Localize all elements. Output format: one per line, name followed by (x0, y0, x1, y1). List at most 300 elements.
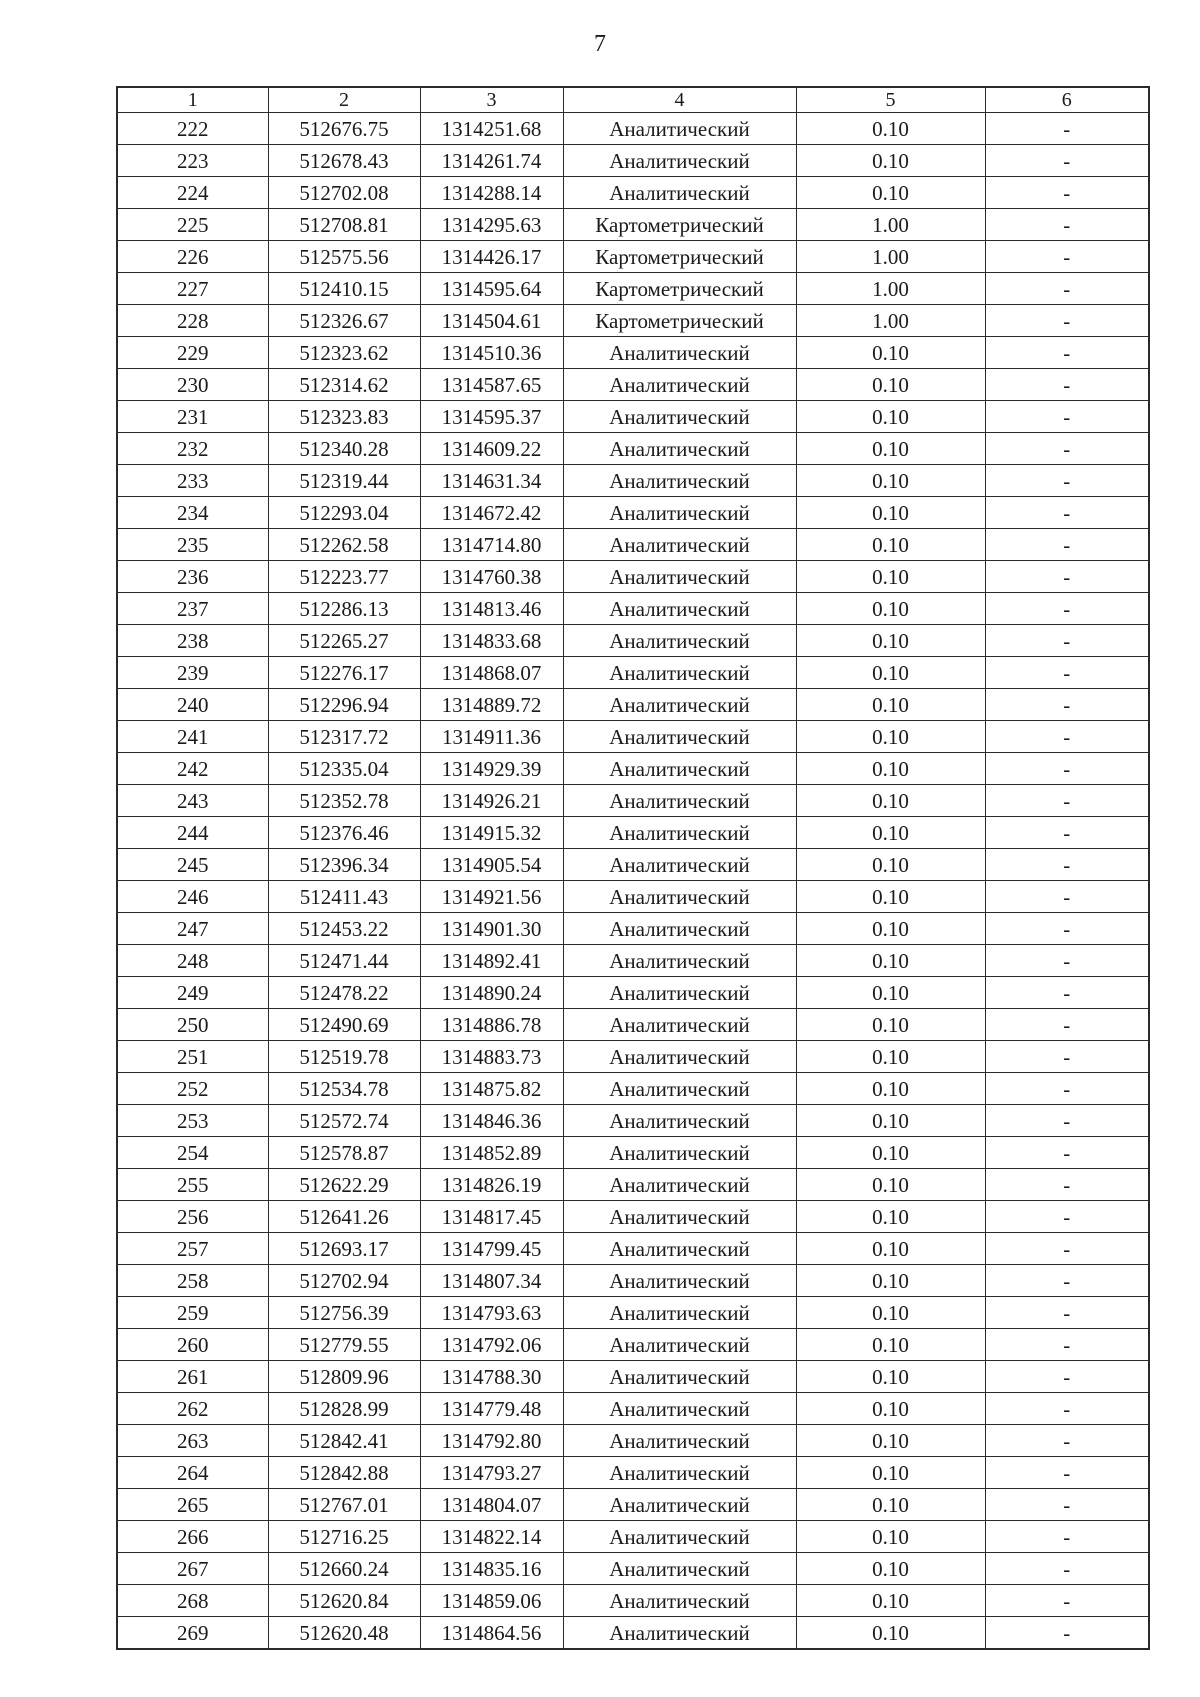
method-cell: Аналитический (563, 977, 796, 1009)
note-cell: - (985, 465, 1149, 497)
note-cell: - (985, 849, 1149, 881)
x-coordinate-cell: 512340.28 (268, 433, 420, 465)
note-cell: - (985, 1329, 1149, 1361)
note-cell: - (985, 1489, 1149, 1521)
method-cell: Аналитический (563, 945, 796, 977)
y-coordinate-cell: 1314672.42 (420, 497, 563, 529)
point-number-cell: 269 (117, 1617, 268, 1650)
point-number-cell: 243 (117, 785, 268, 817)
note-cell: - (985, 1553, 1149, 1585)
column-header-4: 4 (563, 87, 796, 113)
y-coordinate-cell: 1314779.48 (420, 1393, 563, 1425)
x-coordinate-cell: 512396.34 (268, 849, 420, 881)
point-number-cell: 261 (117, 1361, 268, 1393)
method-cell: Аналитический (563, 1009, 796, 1041)
point-number-cell: 242 (117, 753, 268, 785)
point-number-cell: 258 (117, 1265, 268, 1297)
method-cell: Аналитический (563, 1169, 796, 1201)
x-coordinate-cell: 512471.44 (268, 945, 420, 977)
method-cell: Картометрический (563, 209, 796, 241)
x-coordinate-cell: 512575.56 (268, 241, 420, 273)
method-cell: Аналитический (563, 1585, 796, 1617)
table-row (117, 977, 1149, 1009)
table-row (117, 1137, 1149, 1169)
x-coordinate-cell: 512708.81 (268, 209, 420, 241)
method-cell: Аналитический (563, 1361, 796, 1393)
x-coordinate-cell: 512702.08 (268, 177, 420, 209)
note-cell: - (985, 1361, 1149, 1393)
y-coordinate-cell: 1314929.39 (420, 753, 563, 785)
table-row (117, 1457, 1149, 1489)
accuracy-cell: 0.10 (796, 433, 985, 465)
note-cell: - (985, 1521, 1149, 1553)
accuracy-cell: 0.10 (796, 369, 985, 401)
x-coordinate-cell: 512620.48 (268, 1617, 420, 1650)
accuracy-cell: 0.10 (796, 849, 985, 881)
note-cell: - (985, 529, 1149, 561)
accuracy-cell: 0.10 (796, 1009, 985, 1041)
x-coordinate-cell: 512678.43 (268, 145, 420, 177)
accuracy-cell: 0.10 (796, 1105, 985, 1137)
method-cell: Аналитический (563, 561, 796, 593)
y-coordinate-cell: 1314911.36 (420, 721, 563, 753)
y-coordinate-cell: 1314261.74 (420, 145, 563, 177)
point-number-cell: 234 (117, 497, 268, 529)
method-cell: Аналитический (563, 369, 796, 401)
point-number-cell: 236 (117, 561, 268, 593)
note-cell: - (985, 113, 1149, 145)
accuracy-cell: 0.10 (796, 465, 985, 497)
accuracy-cell: 0.10 (796, 1521, 985, 1553)
accuracy-cell: 0.10 (796, 977, 985, 1009)
x-coordinate-cell: 512676.75 (268, 113, 420, 145)
accuracy-cell: 1.00 (796, 241, 985, 273)
point-number-cell: 255 (117, 1169, 268, 1201)
point-number-cell: 238 (117, 625, 268, 657)
method-cell: Аналитический (563, 1233, 796, 1265)
point-number-cell: 245 (117, 849, 268, 881)
table-row (117, 177, 1149, 209)
x-coordinate-cell: 512620.84 (268, 1585, 420, 1617)
accuracy-cell: 0.10 (796, 625, 985, 657)
method-cell: Аналитический (563, 1489, 796, 1521)
point-number-cell: 251 (117, 1041, 268, 1073)
note-cell: - (985, 785, 1149, 817)
method-cell: Аналитический (563, 1041, 796, 1073)
y-coordinate-cell: 1314760.38 (420, 561, 563, 593)
note-cell: - (985, 1265, 1149, 1297)
x-coordinate-cell: 512326.67 (268, 305, 420, 337)
y-coordinate-cell: 1314510.36 (420, 337, 563, 369)
accuracy-cell: 0.10 (796, 721, 985, 753)
table-row (117, 1329, 1149, 1361)
method-cell: Аналитический (563, 849, 796, 881)
x-coordinate-cell: 512323.62 (268, 337, 420, 369)
y-coordinate-cell: 1314875.82 (420, 1073, 563, 1105)
method-cell: Аналитический (563, 1393, 796, 1425)
method-cell: Аналитический (563, 1329, 796, 1361)
table-body (117, 113, 1149, 1650)
y-coordinate-cell: 1314883.73 (420, 1041, 563, 1073)
accuracy-cell: 0.10 (796, 1169, 985, 1201)
accuracy-cell: 0.10 (796, 177, 985, 209)
point-number-cell: 247 (117, 913, 268, 945)
accuracy-cell: 0.10 (796, 689, 985, 721)
point-number-cell: 265 (117, 1489, 268, 1521)
y-coordinate-cell: 1314587.65 (420, 369, 563, 401)
method-cell: Аналитический (563, 1553, 796, 1585)
point-number-cell: 241 (117, 721, 268, 753)
x-coordinate-cell: 512519.78 (268, 1041, 420, 1073)
table-row (117, 625, 1149, 657)
accuracy-cell: 0.10 (796, 497, 985, 529)
table-header-row (117, 87, 1149, 113)
accuracy-cell: 0.10 (796, 785, 985, 817)
x-coordinate-cell: 512534.78 (268, 1073, 420, 1105)
note-cell: - (985, 945, 1149, 977)
y-coordinate-cell: 1314609.22 (420, 433, 563, 465)
accuracy-cell: 0.10 (796, 1329, 985, 1361)
note-cell: - (985, 1585, 1149, 1617)
y-coordinate-cell: 1314926.21 (420, 785, 563, 817)
method-cell: Аналитический (563, 1137, 796, 1169)
x-coordinate-cell: 512478.22 (268, 977, 420, 1009)
y-coordinate-cell: 1314886.78 (420, 1009, 563, 1041)
y-coordinate-cell: 1314714.80 (420, 529, 563, 561)
x-coordinate-cell: 512319.44 (268, 465, 420, 497)
y-coordinate-cell: 1314793.27 (420, 1457, 563, 1489)
y-coordinate-cell: 1314889.72 (420, 689, 563, 721)
accuracy-cell: 0.10 (796, 1553, 985, 1585)
accuracy-cell: 0.10 (796, 337, 985, 369)
point-number-cell: 239 (117, 657, 268, 689)
point-number-cell: 222 (117, 113, 268, 145)
note-cell: - (985, 1137, 1149, 1169)
accuracy-cell: 1.00 (796, 209, 985, 241)
point-number-cell: 223 (117, 145, 268, 177)
note-cell: - (985, 913, 1149, 945)
note-cell: - (985, 305, 1149, 337)
method-cell: Аналитический (563, 1073, 796, 1105)
note-cell: - (985, 753, 1149, 785)
accuracy-cell: 0.10 (796, 1265, 985, 1297)
note-cell: - (985, 561, 1149, 593)
table-row (117, 113, 1149, 145)
table-row (117, 593, 1149, 625)
point-number-cell: 237 (117, 593, 268, 625)
y-coordinate-cell: 1314295.63 (420, 209, 563, 241)
note-cell: - (985, 1169, 1149, 1201)
method-cell: Аналитический (563, 881, 796, 913)
x-coordinate-cell: 512756.39 (268, 1297, 420, 1329)
table-row (117, 497, 1149, 529)
point-number-cell: 262 (117, 1393, 268, 1425)
table-row (117, 241, 1149, 273)
point-number-cell: 233 (117, 465, 268, 497)
x-coordinate-cell: 512265.27 (268, 625, 420, 657)
y-coordinate-cell: 1314868.07 (420, 657, 563, 689)
method-cell: Аналитический (563, 1201, 796, 1233)
x-coordinate-cell: 512641.26 (268, 1201, 420, 1233)
point-number-cell: 246 (117, 881, 268, 913)
point-number-cell: 227 (117, 273, 268, 305)
method-cell: Аналитический (563, 817, 796, 849)
table-row (117, 305, 1149, 337)
method-cell: Аналитический (563, 721, 796, 753)
accuracy-cell: 0.10 (796, 1233, 985, 1265)
table-row (117, 1361, 1149, 1393)
accuracy-cell: 0.10 (796, 913, 985, 945)
method-cell: Аналитический (563, 689, 796, 721)
x-coordinate-cell: 512490.69 (268, 1009, 420, 1041)
table-row (117, 145, 1149, 177)
x-coordinate-cell: 512622.29 (268, 1169, 420, 1201)
point-number-cell: 228 (117, 305, 268, 337)
point-number-cell: 244 (117, 817, 268, 849)
x-coordinate-cell: 512262.58 (268, 529, 420, 561)
x-coordinate-cell: 512276.17 (268, 657, 420, 689)
point-number-cell: 252 (117, 1073, 268, 1105)
y-coordinate-cell: 1314859.06 (420, 1585, 563, 1617)
point-number-cell: 256 (117, 1201, 268, 1233)
note-cell: - (985, 721, 1149, 753)
accuracy-cell: 0.10 (796, 817, 985, 849)
accuracy-cell: 0.10 (796, 1489, 985, 1521)
table-row (117, 1041, 1149, 1073)
x-coordinate-cell: 512842.41 (268, 1425, 420, 1457)
note-cell: - (985, 625, 1149, 657)
method-cell: Аналитический (563, 1105, 796, 1137)
method-cell: Аналитический (563, 177, 796, 209)
x-coordinate-cell: 512660.24 (268, 1553, 420, 1585)
table-row (117, 721, 1149, 753)
table-row (117, 465, 1149, 497)
point-number-cell: 225 (117, 209, 268, 241)
accuracy-cell: 0.10 (796, 1361, 985, 1393)
table-row (117, 689, 1149, 721)
point-number-cell: 249 (117, 977, 268, 1009)
accuracy-cell: 0.10 (796, 1457, 985, 1489)
accuracy-cell: 0.10 (796, 881, 985, 913)
note-cell: - (985, 977, 1149, 1009)
column-header-1: 1 (117, 87, 268, 113)
page-number: 7 (594, 31, 606, 57)
accuracy-cell: 0.10 (796, 561, 985, 593)
table-row (117, 1073, 1149, 1105)
accuracy-cell: 0.10 (796, 593, 985, 625)
point-number-cell: 264 (117, 1457, 268, 1489)
y-coordinate-cell: 1314595.64 (420, 273, 563, 305)
note-cell: - (985, 145, 1149, 177)
accuracy-cell: 0.10 (796, 1297, 985, 1329)
note-cell: - (985, 1233, 1149, 1265)
x-coordinate-cell: 512809.96 (268, 1361, 420, 1393)
x-coordinate-cell: 512323.83 (268, 401, 420, 433)
y-coordinate-cell: 1314595.37 (420, 401, 563, 433)
note-cell: - (985, 433, 1149, 465)
method-cell: Аналитический (563, 113, 796, 145)
x-coordinate-cell: 512828.99 (268, 1393, 420, 1425)
y-coordinate-cell: 1314901.30 (420, 913, 563, 945)
y-coordinate-cell: 1314905.54 (420, 849, 563, 881)
method-cell: Картометрический (563, 273, 796, 305)
method-cell: Аналитический (563, 433, 796, 465)
point-number-cell: 267 (117, 1553, 268, 1585)
accuracy-cell: 0.10 (796, 1425, 985, 1457)
note-cell: - (985, 1393, 1149, 1425)
y-coordinate-cell: 1314807.34 (420, 1265, 563, 1297)
table-row (117, 1201, 1149, 1233)
table-row (117, 1425, 1149, 1457)
x-coordinate-cell: 512223.77 (268, 561, 420, 593)
x-coordinate-cell: 512376.46 (268, 817, 420, 849)
note-cell: - (985, 1073, 1149, 1105)
table-row (117, 657, 1149, 689)
note-cell: - (985, 1457, 1149, 1489)
table-row (117, 369, 1149, 401)
note-cell: - (985, 209, 1149, 241)
x-coordinate-cell: 512779.55 (268, 1329, 420, 1361)
method-cell: Аналитический (563, 913, 796, 945)
y-coordinate-cell: 1314817.45 (420, 1201, 563, 1233)
table-row (117, 1393, 1149, 1425)
accuracy-cell: 1.00 (796, 273, 985, 305)
method-cell: Аналитический (563, 465, 796, 497)
y-coordinate-cell: 1314915.32 (420, 817, 563, 849)
note-cell: - (985, 497, 1149, 529)
accuracy-cell: 0.10 (796, 113, 985, 145)
table-row (117, 273, 1149, 305)
point-number-cell: 260 (117, 1329, 268, 1361)
y-coordinate-cell: 1314793.63 (420, 1297, 563, 1329)
y-coordinate-cell: 1314788.30 (420, 1361, 563, 1393)
y-coordinate-cell: 1314792.06 (420, 1329, 563, 1361)
accuracy-cell: 0.10 (796, 1041, 985, 1073)
x-coordinate-cell: 512702.94 (268, 1265, 420, 1297)
column-header-2: 2 (268, 87, 420, 113)
note-cell: - (985, 881, 1149, 913)
y-coordinate-cell: 1314804.07 (420, 1489, 563, 1521)
note-cell: - (985, 369, 1149, 401)
x-coordinate-cell: 512716.25 (268, 1521, 420, 1553)
accuracy-cell: 0.10 (796, 945, 985, 977)
method-cell: Аналитический (563, 1617, 796, 1650)
method-cell: Аналитический (563, 401, 796, 433)
point-number-cell: 235 (117, 529, 268, 561)
table-row (117, 1553, 1149, 1585)
table-row (117, 785, 1149, 817)
y-coordinate-cell: 1314426.17 (420, 241, 563, 273)
y-coordinate-cell: 1314813.46 (420, 593, 563, 625)
x-coordinate-cell: 512410.15 (268, 273, 420, 305)
column-header-3: 3 (420, 87, 563, 113)
accuracy-cell: 1.00 (796, 305, 985, 337)
accuracy-cell: 0.10 (796, 529, 985, 561)
x-coordinate-cell: 512296.94 (268, 689, 420, 721)
method-cell: Аналитический (563, 497, 796, 529)
method-cell: Аналитический (563, 529, 796, 561)
table-row (117, 1105, 1149, 1137)
y-coordinate-cell: 1314504.61 (420, 305, 563, 337)
x-coordinate-cell: 512767.01 (268, 1489, 420, 1521)
table-row (117, 849, 1149, 881)
method-cell: Аналитический (563, 145, 796, 177)
y-coordinate-cell: 1314799.45 (420, 1233, 563, 1265)
point-number-cell: 226 (117, 241, 268, 273)
coordinates-table (116, 86, 1150, 1650)
x-coordinate-cell: 512411.43 (268, 881, 420, 913)
table-row (117, 1521, 1149, 1553)
note-cell: - (985, 657, 1149, 689)
point-number-cell: 224 (117, 177, 268, 209)
table-row (117, 1233, 1149, 1265)
method-cell: Аналитический (563, 753, 796, 785)
y-coordinate-cell: 1314251.68 (420, 113, 563, 145)
note-cell: - (985, 1297, 1149, 1329)
note-cell: - (985, 1425, 1149, 1457)
table-row (117, 1489, 1149, 1521)
point-number-cell: 231 (117, 401, 268, 433)
table-row (117, 753, 1149, 785)
accuracy-cell: 0.10 (796, 657, 985, 689)
x-coordinate-cell: 512572.74 (268, 1105, 420, 1137)
point-number-cell: 229 (117, 337, 268, 369)
table-row (117, 529, 1149, 561)
point-number-cell: 253 (117, 1105, 268, 1137)
method-cell: Аналитический (563, 337, 796, 369)
point-number-cell: 266 (117, 1521, 268, 1553)
method-cell: Аналитический (563, 1457, 796, 1489)
point-number-cell: 250 (117, 1009, 268, 1041)
accuracy-cell: 0.10 (796, 1201, 985, 1233)
x-coordinate-cell: 512453.22 (268, 913, 420, 945)
table-row (117, 401, 1149, 433)
note-cell: - (985, 817, 1149, 849)
y-coordinate-cell: 1314846.36 (420, 1105, 563, 1137)
y-coordinate-cell: 1314631.34 (420, 465, 563, 497)
note-cell: - (985, 241, 1149, 273)
accuracy-cell: 0.10 (796, 145, 985, 177)
accuracy-cell: 0.10 (796, 1393, 985, 1425)
method-cell: Аналитический (563, 1265, 796, 1297)
note-cell: - (985, 1617, 1149, 1650)
accuracy-cell: 0.10 (796, 1585, 985, 1617)
accuracy-cell: 0.10 (796, 1617, 985, 1650)
method-cell: Аналитический (563, 625, 796, 657)
y-coordinate-cell: 1314835.16 (420, 1553, 563, 1585)
x-coordinate-cell: 512317.72 (268, 721, 420, 753)
y-coordinate-cell: 1314792.80 (420, 1425, 563, 1457)
table-row (117, 209, 1149, 241)
table-row (117, 561, 1149, 593)
table-row (117, 1265, 1149, 1297)
x-coordinate-cell: 512286.13 (268, 593, 420, 625)
method-cell: Картометрический (563, 241, 796, 273)
x-coordinate-cell: 512293.04 (268, 497, 420, 529)
table-row (117, 1009, 1149, 1041)
method-cell: Картометрический (563, 305, 796, 337)
point-number-cell: 259 (117, 1297, 268, 1329)
x-coordinate-cell: 512578.87 (268, 1137, 420, 1169)
table-row (117, 337, 1149, 369)
note-cell: - (985, 273, 1149, 305)
method-cell: Аналитический (563, 657, 796, 689)
point-number-cell: 230 (117, 369, 268, 401)
accuracy-cell: 0.10 (796, 1137, 985, 1169)
note-cell: - (985, 401, 1149, 433)
accuracy-cell: 0.10 (796, 753, 985, 785)
y-coordinate-cell: 1314892.41 (420, 945, 563, 977)
